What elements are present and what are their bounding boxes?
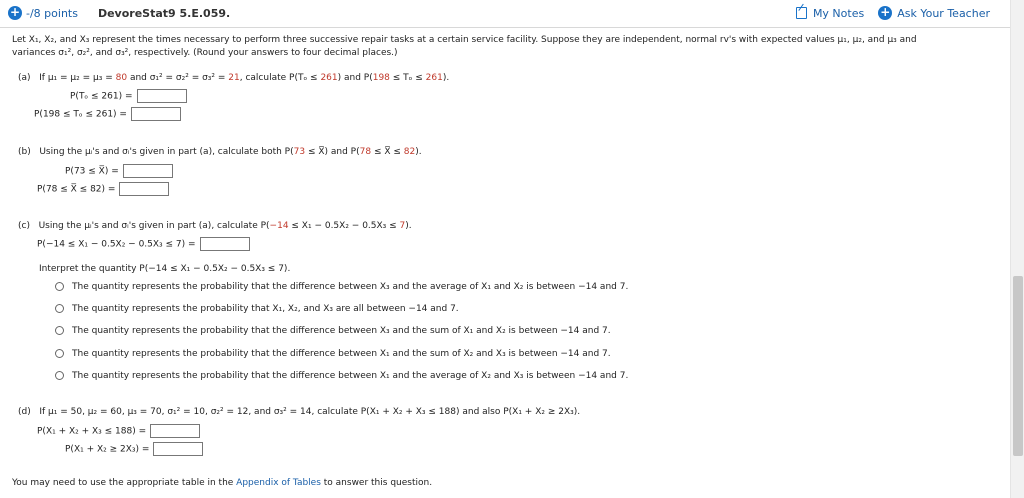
notes-icon (796, 7, 807, 19)
part-b-val-2: 78 (359, 147, 372, 157)
appendix-tables-link[interactable]: Appendix of Tables (236, 478, 321, 488)
part-c-prompt (18, 220, 412, 233)
part-c-label: (c) (18, 221, 30, 231)
scrollbar-thumb[interactable] (1013, 276, 1023, 456)
part-d-q1-label: P(X₁ + X₂ + X₃ ≤ 188) = (37, 426, 147, 437)
part-a-prompt (18, 72, 449, 85)
part-d-q1-row (37, 424, 200, 439)
part-c-text-3: ). (405, 221, 412, 231)
part-c-q1-row (37, 237, 250, 252)
radio-button[interactable] (55, 326, 64, 335)
option-radio-5[interactable] (55, 370, 628, 383)
option-label-2: The quantity represents the probability that X₁, X₂, and X₃ are all between −14 and 7. (72, 304, 459, 314)
part-c-interpret: Interpret the quantity P(−14 ≤ X₁ − 0.5X₂ − 0.5X₃ ≤ 7). (39, 264, 291, 274)
part-a-text-2: and σ₁² = σ₂² = σ₃² = (127, 73, 229, 83)
ask-teacher-button[interactable] (878, 6, 990, 20)
part-d-text: If μ₁ = 50, μ₂ = 60, μ₃ = 70, σ₁² = 10, σ₂² = 12, and σ₃² = 14, calculate P(X₁ + X₂ + X₃ ≤ 188) and also P(X₁ + X₂ ≥ 2X₃). (39, 407, 581, 417)
part-d-q1-input[interactable] (150, 424, 200, 438)
part-b-q1-label: P(73 ≤ X̅) = (65, 166, 119, 177)
radio-button[interactable] (55, 349, 64, 358)
part-c-text-2: ≤ X₁ − 0.5X₂ − 0.5X₃ ≤ (288, 221, 400, 231)
part-d-q2-label: P(X₁ + X₂ ≥ 2X₃) = (65, 444, 150, 455)
radio-button[interactable] (55, 304, 64, 313)
part-c-text-1: Using the μᵢ's and σᵢ's given in part (a), calculate P( (38, 221, 270, 231)
part-b-label: (b) (18, 147, 31, 157)
part-b-q2-input[interactable] (119, 182, 169, 196)
option-label-1: The quantity represents the probability that the difference between X₃ and the average of X₁ and X₂ is between −14 and 7. (72, 282, 629, 292)
part-d-q2-row (65, 442, 203, 457)
header-left (8, 6, 230, 20)
part-b-val-1: 73 (293, 147, 306, 157)
part-b-q2-row (37, 182, 169, 197)
expand-plus-icon[interactable]: + (9, 5, 21, 19)
part-a-upper-1: 261 (320, 73, 338, 83)
radio-button[interactable] (55, 371, 64, 380)
part-b-text-1: Using the μᵢ's and σᵢ's given in part (a), calculate both P( (39, 147, 294, 157)
radio-button[interactable] (55, 282, 64, 291)
points-label: -/8 points (26, 6, 78, 20)
part-a-upper-2: 261 (425, 73, 443, 83)
option-label-4: The quantity represents the probability that the difference between X₁ and the sum of X₂ and X₃ is between −14 and 7. (72, 349, 611, 359)
part-a-label: (a) (18, 73, 31, 83)
my-notes-button[interactable] (796, 7, 864, 20)
part-a-text-3: , calculate P(Tₒ ≤ (239, 73, 321, 83)
part-d-label: (d) (18, 407, 31, 417)
intro-line-1: Let X₁, X₂, and X₃ represent the times necessary to perform three successive repair tasks at a certain service facility. Suppose they are independent, normal rv's with expected values μ₁, μ₂, and μ₃ and (12, 35, 917, 45)
part-b-prompt (18, 146, 422, 159)
part-d-q2-input[interactable] (153, 442, 203, 456)
part-a-text-1: If μ₁ = μ₂ = μ₃ = (39, 73, 116, 83)
option-radio-1[interactable] (55, 281, 628, 294)
part-c-val-1: −14 (269, 221, 289, 231)
option-radio-4[interactable] (55, 348, 611, 361)
part-c-q1-input[interactable] (200, 237, 250, 251)
part-a-text-5: ≤ Tₒ ≤ (389, 73, 426, 83)
header-actions (796, 6, 990, 20)
footer-note (12, 477, 432, 490)
part-b-q2-label: P(78 ≤ X̅ ≤ 82) = (37, 184, 116, 195)
part-b-q1-input[interactable] (123, 164, 173, 178)
my-notes-label: My Notes (812, 6, 865, 20)
footer-text-2: to answer this question. (320, 478, 433, 488)
ask-teacher-label: Ask Your Teacher (897, 6, 990, 20)
question-header (0, 0, 1010, 28)
part-c-val-2: 7 (399, 221, 406, 231)
footer-text-1: You may need to use the appropriate table in the (12, 478, 237, 488)
part-b-val-3: 82 (403, 147, 416, 157)
option-label-5: The quantity represents the probability that the difference between X₁ and the average of X₂ and X₃ is between −14 and 7. (72, 371, 629, 381)
part-b-text-2: ≤ X̅) and P( (305, 147, 360, 157)
part-b-q1-row (65, 164, 173, 179)
part-a-mu-value: 80 (115, 73, 128, 83)
intro-line-2: variances σ₁², σ₂², and σ₃², respectively. (Round your answers to four decimal places.) (12, 48, 398, 58)
question-title: DevoreStat9 5.E.059. (97, 6, 231, 20)
part-a-q2-row (34, 107, 181, 122)
option-radio-2[interactable] (55, 303, 459, 316)
page-scrollbar[interactable] (1010, 0, 1024, 498)
part-a-q1-row (70, 89, 187, 104)
part-a-text-4: ) and P( (337, 73, 373, 83)
part-a-sigma-value: 21 (228, 73, 240, 83)
option-radio-3[interactable] (55, 325, 611, 338)
option-label-3: The quantity represents the probability that the difference between X₃ and the sum of X₁ and X₂ is between −14 and 7. (72, 326, 611, 336)
part-c-q1-label: P(−14 ≤ X₁ − 0.5X₂ − 0.5X₃ ≤ 7) = (37, 239, 196, 250)
part-a-q2-label: P(198 ≤ Tₒ ≤ 261) = (34, 109, 127, 120)
part-b-text-3: ≤ X̅ ≤ (371, 147, 404, 157)
part-b-text-4: ). (415, 147, 422, 157)
part-a-q1-input[interactable] (137, 89, 187, 103)
part-a-text-6: ). (442, 73, 450, 83)
part-d-prompt (18, 406, 580, 419)
plus-circle-icon: + (880, 5, 891, 19)
part-a-q2-input[interactable] (131, 107, 181, 121)
part-a-q1-label: P(Tₒ ≤ 261) = (70, 91, 133, 102)
part-a-lower: 198 (372, 73, 390, 83)
